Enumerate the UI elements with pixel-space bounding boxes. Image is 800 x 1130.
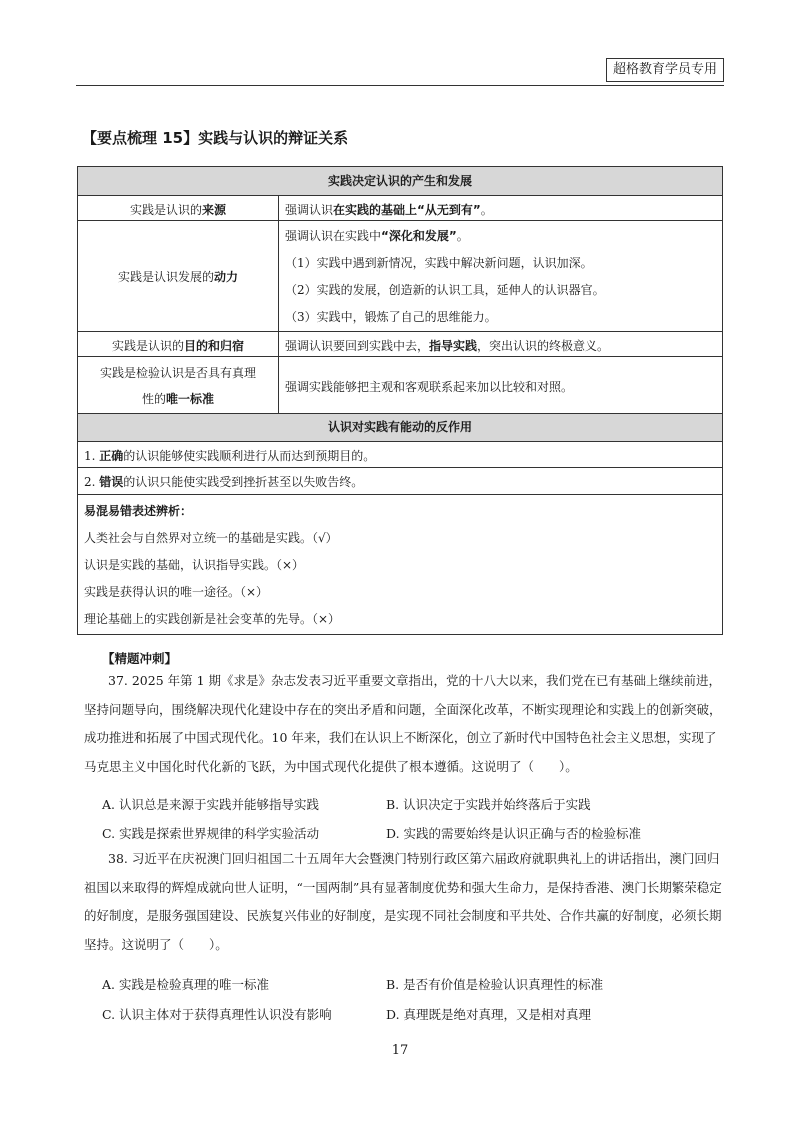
row-standard-label-line1: 实践是检验认识是否具有真理 bbox=[99, 366, 256, 380]
confusion-item: 实践是获得认识的唯一途径。（×） bbox=[84, 585, 269, 599]
row-divider bbox=[77, 441, 723, 442]
row-standard-label-line2: 性的唯一标准 bbox=[141, 392, 215, 406]
confusion-item: 理论基础上的实践创新是社会变革的先导。（×） bbox=[84, 612, 341, 626]
row-divider bbox=[77, 220, 723, 221]
header-rule bbox=[76, 85, 724, 86]
practice-title: 【精题冲刺】 bbox=[102, 651, 178, 666]
row-standard-content: 强调实践能够把主观和客观联系起来加以比较和对照。 bbox=[285, 380, 574, 394]
q38-option-d: D. 真理既是绝对真理，又是相对真理 bbox=[386, 1007, 592, 1022]
q37-option-c: C. 实践是探索世界规律的科学实验活动 bbox=[102, 826, 320, 841]
row-divider bbox=[77, 331, 723, 332]
q38-option-c: C. 认识主体对于获得真理性认识没有影响 bbox=[102, 1007, 332, 1022]
row-divider bbox=[77, 494, 723, 495]
section-title: 【要点梳理 15】实践与认识的辩证关系 bbox=[82, 129, 349, 147]
row-motive-line4: （3）实践中，锻炼了自己的思维能力。 bbox=[285, 310, 497, 324]
table-header-reaction: 认识对实践有能动的反作用 bbox=[78, 414, 722, 441]
row-divider bbox=[77, 356, 723, 357]
confusion-item: 认识是实践的基础，认识指导实践。（×） bbox=[84, 558, 305, 572]
question-37-text: 37. 2025 年第 1 期《求是》杂志发表习近平重要文章指出，党的十八大以来，我们党在已有基础上继续前进，坚持问题导向，围绕解决现代化建设中存在的突出矛盾和问题，全面深化改革，不断实现理论和实践上的创新突破，成功推进和拓展了中国式现代化。10 年来，我们在认识上不断深化，创立了新时代中国特色社会主义思想，实现了马克思主义中国化时代化新的飞跃，为中国式现代化提供了根本遵循。这说明了（ ）。 bbox=[84, 673, 722, 774]
q37-option-a: A. 认识总是来源于实践并能够指导实践 bbox=[102, 797, 319, 812]
table-header-decide: 实践决定认识的产生和发展 bbox=[78, 167, 722, 195]
row-divider bbox=[77, 467, 723, 468]
question-38 bbox=[84, 845, 724, 959]
row-purpose-label: 实践是认识的目的和归宿 bbox=[111, 339, 245, 353]
confusion-item: 人类社会与自然界对立统一的基础是实践。（√） bbox=[84, 531, 338, 545]
q37-option-d: D. 实践的需要始终是认识正确与否的检验标准 bbox=[386, 826, 642, 841]
question-37 bbox=[84, 667, 724, 781]
q38-option-b: B. 是否有价值是检验认识真理性的标准 bbox=[386, 977, 604, 992]
row-source-label: 实践是认识的来源 bbox=[129, 203, 227, 217]
row-motive-line3: （2）实践的发展，创造新的认识工具，延伸人的认识器官。 bbox=[285, 283, 605, 297]
brand-label: 超格教育学员专用 bbox=[606, 58, 724, 82]
row-motive-label: 实践是认识发展的动力 bbox=[117, 270, 239, 284]
confusion-title: 易混易错表述辨析： bbox=[84, 504, 193, 518]
row-source-content: 强调认识在实践的基础上“从无到有”。 bbox=[285, 203, 493, 217]
column-divider bbox=[278, 195, 279, 413]
reaction-item-1: 1. 正确的认识能够使实践顺利进行从而达到预期目的。 bbox=[84, 449, 376, 463]
row-purpose-content: 强调认识要回到实践中去，指导实践，突出认识的终极意义。 bbox=[285, 339, 610, 353]
row-divider bbox=[77, 195, 723, 196]
reaction-item-2: 2. 错误的认识只能使实践受到挫折甚至以失败告终。 bbox=[84, 475, 364, 489]
question-38-text: 38. 习近平在庆祝澳门回归祖国二十五周年大会暨澳门特别行政区第六届政府就职典礼上的讲话指出，澳门回归祖国以来取得的辉煌成就向世人证明，“一国两制”具有显著制度优势和强大生命力，是保持香港、澳门长期繁荣稳定的好制度，是服务强国建设、民族复兴伟业的好制度，是实现不同社会制度和平共处、合作共赢的好制度，必须长期坚持。这说明了（ ）。 bbox=[84, 851, 722, 952]
row-motive-line1: 强调认识在实践中“深化和发展”。 bbox=[285, 229, 469, 243]
q37-option-b: B. 认识决定于实践并始终落后于实践 bbox=[386, 797, 591, 812]
page-number: 17 bbox=[391, 1043, 409, 1058]
row-motive-line2: （1）实践中遇到新情况，实践中解决新问题，认识加深。 bbox=[285, 256, 593, 270]
q38-option-a: A. 实践是检验真理的唯一标准 bbox=[102, 977, 269, 992]
